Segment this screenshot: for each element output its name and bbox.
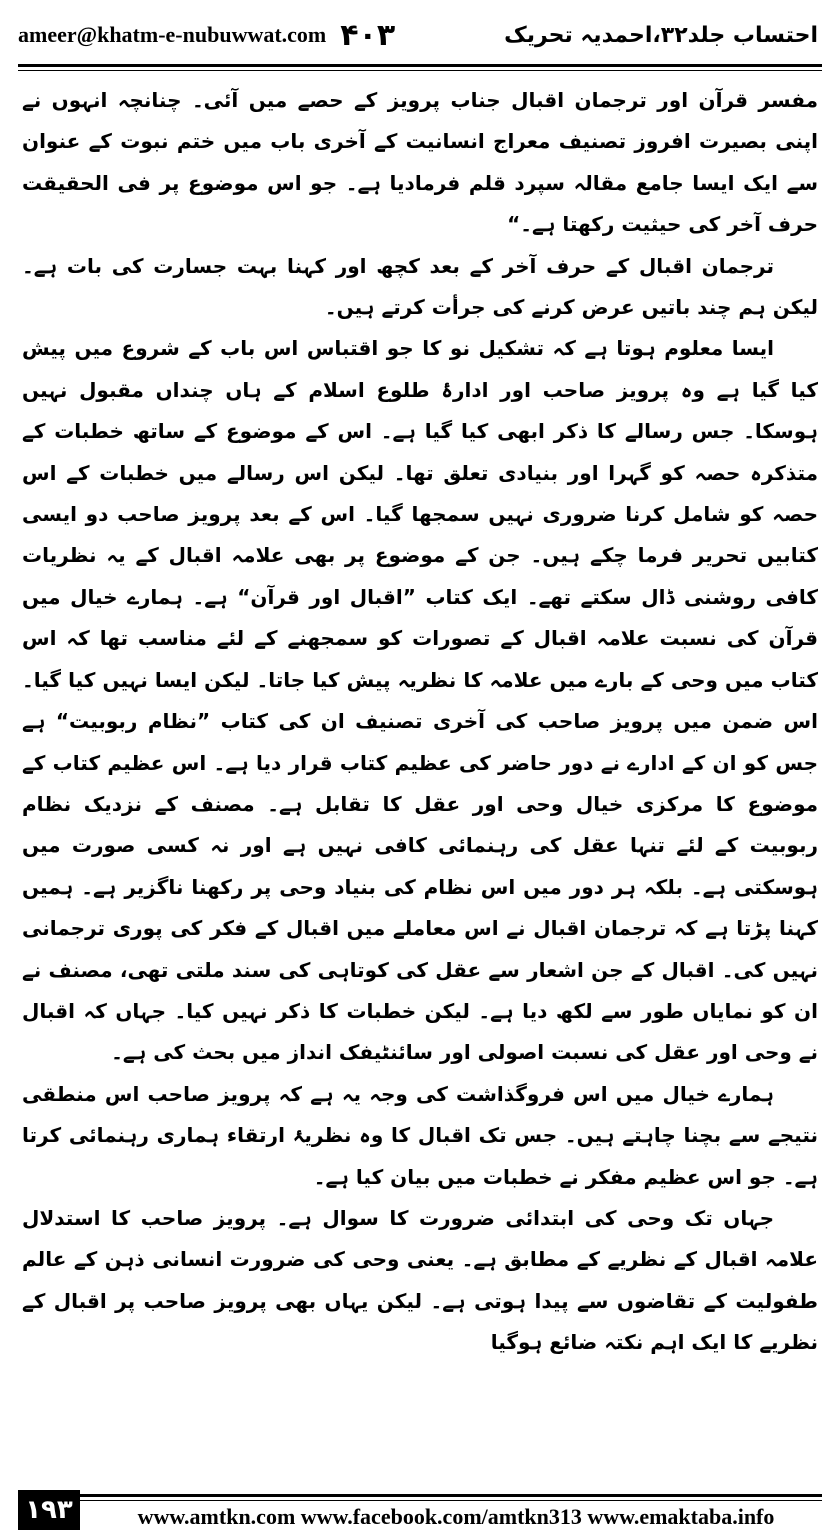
paragraph-5: جہاں تک وحی کی ابتدائی ضرورت کا سوال ہے۔ پرویز صاحب کا استدلال علامہ اقبال کے نظریے کے مطابق ہے۔ یعنی وحی کی ضرورت انسانی ذہن کے عالم طفولیت کے تقاضوں سے پیدا ہوتی ہے۔ لیکن یہاں بھی پرویز صاحب پر اقبال کے نظریے کا ایک اہم نکتہ ضائع ہوگیا bbox=[22, 1205, 818, 1355]
page-header bbox=[18, 10, 818, 60]
header-rule-thick bbox=[18, 64, 822, 67]
footer-rule-thin bbox=[80, 1500, 822, 1501]
header-left bbox=[18, 18, 395, 53]
header-email[interactable]: ameer@khatm-e-nubuwwat.com bbox=[18, 22, 327, 47]
footer-rule-thick bbox=[80, 1494, 822, 1497]
paragraph-4: ہمارے خیال میں اس فروگذاشت کی وجہ یہ ہے کہ پرویز صاحب اس منطقی نتیجے سے بچنا چاہتے ہیں۔ جس تک اقبال کا وہ نظریۂ ارتقاء ہماری رہنمائی کرتا ہے۔ جو اس عظیم مفکر نے خطبات میں بیان کیا ہے۔ bbox=[22, 1081, 818, 1189]
footer-book-page-number: ۱۹۳ bbox=[18, 1490, 80, 1530]
paragraph-1: مفسر قرآن اور ترجمان اقبال جناب پرویز کے حصے میں آئی۔ چنانچہ انہوں نے اپنی بصیرت افروز تصنیف معراج انسانیت کے آخری باب میں ختم نبوت کے عنوان سے ایک ایسا جامع مقالہ سپرد قلم فرمادیا ہے۔ جو اس موضوع پر فی الحقیقت حرف آخر کی حیثیت رکھتا ہے۔“ bbox=[22, 88, 818, 237]
footer-line-area bbox=[80, 1490, 822, 1530]
paragraph-3: ایسا معلوم ہوتا ہے کہ تشکیل نو کا جو اقتباس اس باب کے شروع میں پیش کیا گیا ہے وہ پرویز صاحب اور ادارۂ طلوع اسلام کے ہاں چنداں مقبول نہیں ہوسکا۔ جس رسالے کا ذکر ابھی کیا گیا ہے۔ اس کے موضوع کے ساتھ خطبات کے متذکرہ حصہ کو گہرا اور بنیادی تعلق تھا۔ لیکن اس رسالے میں خطبات کے اس حصہ کو شامل کرنا ضروری نہیں سمجھا گیا۔ اس کے بعد پرویز صاحب دو ایسی کتابیں تحریر فرما چکے ہیں۔ جن کے موضوع پر بھی علامہ اقبال کے یہ نظریات کافی روشنی ڈال سکتے تھے۔ ایک کتاب ”اقبال اور قرآن“ ہے۔ ہمارے خیال میں قرآن کی نسبت علامہ اقبال کے تصورات کو سمجھنے کے لئے مناسب تھا کہ اس کتاب میں وحی کے بارے میں علامہ کا نظریہ پیش کیا جاتا۔ لیکن ایسا نہیں کیا گیا۔ اس ضمن میں پرویز صاحب کی آخری تصنیف ان کی کتاب ”نظام ربوبیت“ ہے جس کو ان کے ادارے نے دور حاضر کی عظیم کتاب قرار دیا ہے۔ اس عظیم کتاب کے موضوع کا مرکزی خیال وحی اور عقل کا تقابل ہے۔ مصنف کے نزدیک نظام ربوبیت کے لئے تنہا عقل کی رہنمائی کافی نہیں ہے اور نہ کسی صورت میں ہوسکتی ہے۔ بلکہ ہر دور میں اس نظام کی بنیاد وحی پر رکھنا ناگزیر ہے۔ ہمیں کہنا پڑتا ہے کہ ترجمان اقبال نے اس معاملے میں اقبال کے فکر کی پوری ترجمانی نہیں کی۔ اقبال کے جن اشعار سے عقل کی کوتاہی کی سند ملتی تھی، مصنف نے ان کو نمایاں طور سے لکھ دیا ہے۔ لیکن خطبات کا ذکر نہیں کیا۔ جہاں کہ اقبال نے وحی اور عقل کی نسبت اصولی اور سائنٹیفک انداز میں بحث کی ہے۔ bbox=[22, 336, 818, 1065]
page-footer bbox=[18, 1488, 822, 1532]
header-book-title: احتساب جلد۳۲،احمدیہ تحریک bbox=[504, 22, 818, 48]
header-page-number: ۴۰۳ bbox=[340, 17, 396, 53]
footer-websites[interactable]: www.amtkn.com www.facebook.com/amtkn313 www.emaktaba.info bbox=[137, 1504, 775, 1529]
page-body bbox=[22, 80, 818, 1470]
header-rule-thin bbox=[18, 70, 822, 71]
paragraph-2: ترجمان اقبال کے حرف آخر کے بعد کچھ اور کہنا بہت جسارت کی بات ہے۔ لیکن ہم چند باتیں عرض کرنے کی جرأت کرتے ہیں۔ bbox=[22, 253, 818, 320]
